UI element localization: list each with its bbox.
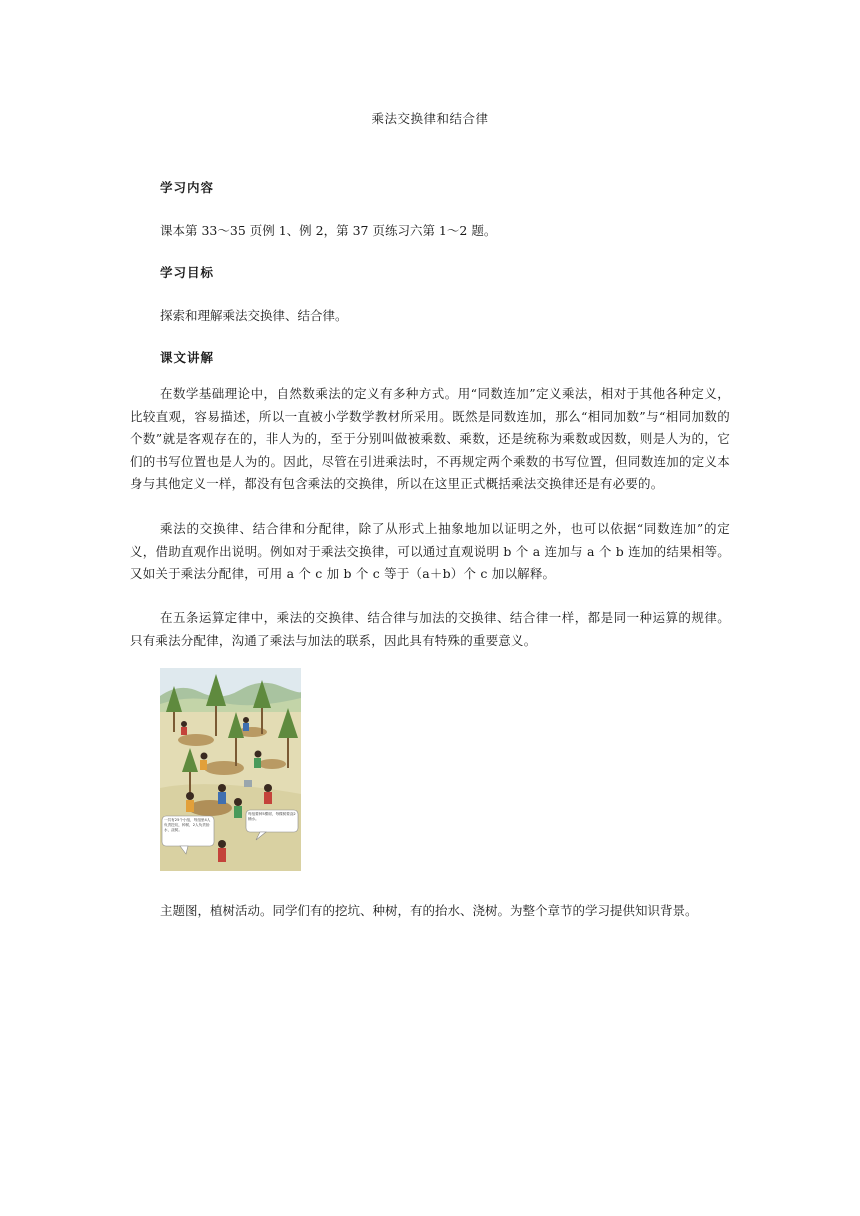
section-heading-goal: 学习目标: [160, 265, 215, 280]
section-heading-content: 学习内容: [160, 180, 215, 195]
speech-bubble-right: 每组要种5棵树，每棵树要浇2桶水。: [248, 812, 296, 821]
paragraph-3: 在五条运算定律中，乘法的交换律、结合律与加法的交换律、结合律一样，都是同一种运算的规律。只有乘法分配律，沟通了乘法与加法的联系，因此具有特殊的重要意义。: [130, 610, 730, 648]
goal-text: 探索和理解乘法交换律、结合律。: [160, 308, 348, 323]
tree-planting-illustration: [160, 668, 301, 871]
section-heading-lecture: 课文讲解: [160, 350, 215, 365]
content-text: 课本第 33～35 页例 1、例 2，第 37 页练习六第 1～2 题。: [160, 223, 497, 238]
paragraph-2: 乘法的交换律、结合律和分配律，除了从形式上抽象地加以证明之外，也可以依据“同数连加”的定义，借助直观作出说明。例如对于乘法交换律，可以通过直观说明 b 个 a 连加与 a 个 b 连加的结果相等。又如关于乘法分配律，可用 a 个 c 加 b 个 c 等于（a＋b）个 c 加以解释。: [130, 521, 730, 581]
speech-bubble-left: 一共有25个小组，每组里4人负责挖坑，种树，2人负责抬水，浇树。: [164, 818, 211, 832]
paragraph-1: 在数学基础理论中，自然数乘法的定义有多种方式。用“同数连加”定义乘法，相对于其他各种定义，比较直观，容易描述，所以一直被小学数学教材所采用。既然是同数连加，那么“相同加数”与“相同加数的个数”就是客观存在的，非人为的，至于分别叫做被乘数、乘数，还是统称为乘数或因数，则是人为的，它们的书写位置也是人为的。因此，尽管在引进乘法时，不再规定两个乘数的书写位置，但同数连加的定义本身与其他定义一样，都没有包含乘法的交换律，所以在这里正式概括乘法交换律还是有必要的。: [130, 386, 730, 491]
figure-caption: 主题图，植树活动。同学们有的挖坑、种树，有的抬水、浇树。为整个章节的学习提供知识背景。: [160, 903, 698, 918]
page-title: 乘法交换律和结合律: [371, 111, 489, 126]
